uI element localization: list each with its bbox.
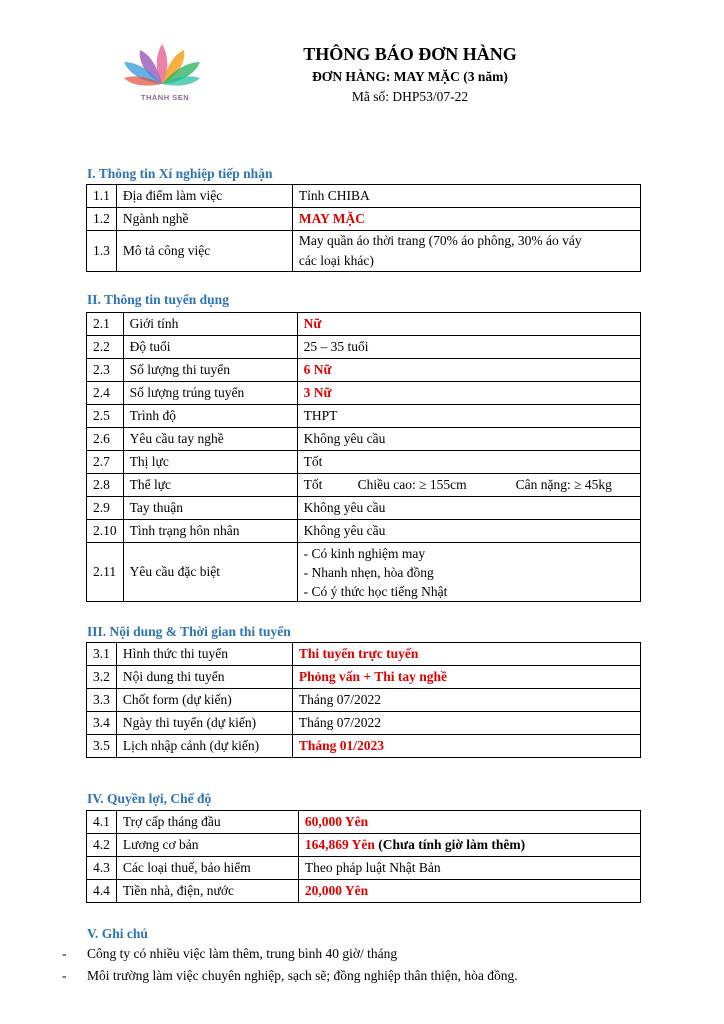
table-row [87, 428, 641, 451]
height-requirement: Chiều cao: ≥ 155cm [357, 477, 467, 492]
row-label: Địa điểm làm việc [116, 185, 292, 208]
row-value: Tháng 07/2022 [292, 712, 640, 735]
row-label: Độ tuổi [123, 336, 297, 359]
table-row [87, 336, 641, 359]
row-label: Số lượng thi tuyển [123, 359, 297, 382]
salary-note: (Chưa tính giờ làm thêm) [378, 837, 526, 852]
value-line: các loại khác) [298, 253, 374, 268]
table-row [87, 474, 641, 497]
row-label: Yêu cầu đặc biệt [123, 543, 297, 602]
section-title-exam: III. Nội dung & Thời gian thi tuyển [87, 624, 291, 639]
table-row [87, 313, 641, 336]
row-number: 2.2 [87, 336, 124, 359]
table-row [87, 231, 641, 272]
table-row [87, 880, 641, 903]
table-row [87, 834, 641, 857]
table-row [87, 497, 641, 520]
table-row [87, 520, 641, 543]
row-value [297, 474, 640, 497]
table-row [87, 811, 641, 834]
table-row [87, 382, 641, 405]
row-number: 2.3 [87, 359, 124, 382]
row-number: 3.4 [87, 712, 117, 735]
row-number: 2.11 [87, 543, 124, 602]
row-label: Ngày thi tuyển (dự kiến) [116, 712, 292, 735]
value-line: - Nhanh nhẹn, hòa đồng [303, 564, 434, 580]
document-title: THÔNG BÁO ĐƠN HÀNG [303, 44, 517, 64]
row-value: Không yêu cầu [297, 520, 640, 543]
row-number: 2.4 [87, 382, 124, 405]
row-label: Thể lực [123, 474, 297, 497]
row-value: 6 Nữ [297, 359, 640, 382]
section-title-notes: V. Ghi chú [87, 926, 148, 941]
table-row [87, 857, 641, 880]
row-label: Thị lực [123, 451, 297, 474]
recruitment-info-table [86, 312, 641, 602]
table-row [87, 666, 641, 689]
row-number: 4.1 [87, 811, 117, 834]
row-value: Không yêu cầu [297, 428, 640, 451]
row-label: Số lượng trúng tuyển [123, 382, 297, 405]
row-label: Tiền nhà, điện, nước [116, 880, 298, 903]
row-label: Mô tả công việc [116, 231, 292, 272]
row-value [292, 231, 640, 272]
row-number: 3.2 [87, 666, 117, 689]
table-row [87, 451, 641, 474]
row-value: 25 – 35 tuổi [297, 336, 640, 359]
row-label: Chốt form (dự kiến) [116, 689, 292, 712]
row-value: Phỏng vấn + Thi tay nghề [292, 666, 640, 689]
salary-value: 164,869 Yên [304, 837, 375, 852]
row-value: Tháng 01/2023 [292, 735, 640, 758]
row-number: 4.4 [87, 880, 117, 903]
row-label: Tay thuận [123, 497, 297, 520]
logo-wordmark: THÀNH SEN [140, 93, 190, 102]
row-label: Lương cơ bản [116, 834, 298, 857]
bullet-dash: - [62, 968, 67, 983]
row-value [298, 834, 640, 857]
row-value: 60,000 Yên [298, 811, 640, 834]
row-value: Tốt [297, 451, 640, 474]
table-row [87, 735, 641, 758]
fitness-value: Tốt [303, 477, 323, 492]
row-number: 2.10 [87, 520, 124, 543]
table-row [87, 689, 641, 712]
row-label: Lịch nhập cảnh (dự kiến) [116, 735, 292, 758]
row-number: 2.5 [87, 405, 124, 428]
table-row [87, 643, 641, 666]
table-row [87, 185, 641, 208]
table-row [87, 405, 641, 428]
row-value: MAY MẶC [292, 208, 640, 231]
row-label: Nội dung thi tuyển [116, 666, 292, 689]
row-value: Nữ [297, 313, 640, 336]
row-value: Tháng 07/2022 [292, 689, 640, 712]
row-number: 4.2 [87, 834, 117, 857]
weight-requirement: Cân nặng: ≥ 45kg [515, 477, 612, 492]
note-text: Công ty có nhiều việc làm thêm, trung bình 40 giờ/ tháng [87, 946, 398, 961]
row-number: 2.8 [87, 474, 124, 497]
value-line: - Có ý thức học tiếng Nhật [303, 583, 448, 599]
table-row [87, 543, 641, 602]
benefits-table [86, 810, 641, 903]
table-row [87, 208, 641, 231]
section-title-recruitment: II. Thông tin tuyển dụng [87, 292, 229, 307]
row-value: Không yêu cầu [297, 497, 640, 520]
row-label: Yêu cầu tay nghề [123, 428, 297, 451]
row-label: Trợ cấp tháng đầu [116, 811, 298, 834]
row-number: 3.3 [87, 689, 117, 712]
row-number: 1.3 [87, 231, 117, 272]
row-number: 2.1 [87, 313, 124, 336]
row-value: 20,000 Yên [298, 880, 640, 903]
table-row [87, 712, 641, 735]
row-value: 3 Nữ [297, 382, 640, 405]
row-number: 1.1 [87, 185, 117, 208]
row-number: 3.5 [87, 735, 117, 758]
row-label: Tình trạng hôn nhân [123, 520, 297, 543]
value-line: - Có kinh nghiệm may [303, 545, 426, 561]
order-subtitle: ĐƠN HÀNG: MAY MẶC (3 năm) [312, 69, 508, 84]
row-value: THPT [297, 405, 640, 428]
row-number: 3.1 [87, 643, 117, 666]
row-value: Theo pháp luật Nhật Bản [298, 857, 640, 880]
row-value: Tỉnh CHIBA [292, 185, 640, 208]
row-number: 2.7 [87, 451, 124, 474]
row-number: 1.2 [87, 208, 117, 231]
section-title-benefits: IV. Quyền lợi, Chế độ [87, 791, 212, 806]
row-value: Thi tuyển trực tuyến [292, 643, 640, 666]
bullet-dash: - [62, 946, 67, 961]
value-line: May quần áo thời trang (70% áo phông, 30% áo váy [298, 233, 582, 248]
row-value [297, 543, 640, 602]
row-label: Hình thức thi tuyển [116, 643, 292, 666]
note-text: Môi trường làm việc chuyên nghiệp, sạch sẽ; đồng nghiệp thân thiện, hòa đồng. [87, 968, 518, 983]
row-label: Trình độ [123, 405, 297, 428]
exam-info-table [86, 642, 641, 758]
company-info-table [86, 184, 641, 272]
row-label: Ngành nghề [116, 208, 292, 231]
row-label: Các loại thuế, bảo hiểm [116, 857, 298, 880]
row-number: 4.3 [87, 857, 117, 880]
row-number: 2.6 [87, 428, 124, 451]
order-code: Mã số: DHP53/07-22 [351, 89, 469, 104]
row-number: 2.9 [87, 497, 124, 520]
row-label: Giới tính [123, 313, 297, 336]
section-title-company: I. Thông tin Xí nghiệp tiếp nhận [87, 166, 273, 181]
table-row [87, 359, 641, 382]
